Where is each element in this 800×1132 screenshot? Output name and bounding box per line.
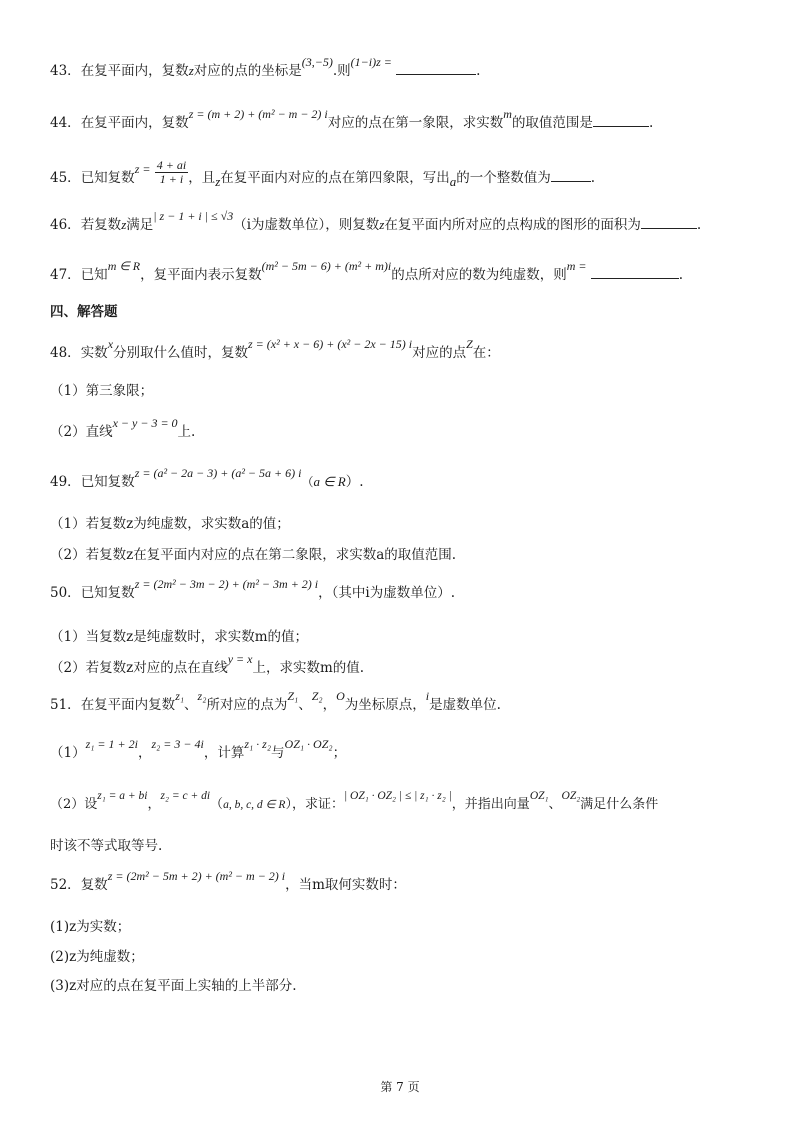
math-expression: z₁ = a + bi (97, 790, 148, 802)
question-number: 48． (50, 345, 81, 361)
section-heading: 四、解答题 (50, 304, 118, 320)
question-50-part-2: （2）若复数z对应的点在直线y = x上，求实数m的值. (50, 652, 365, 676)
question-number: 49． (50, 474, 81, 490)
math-expression: z = (m + 2) + (m² − m − 2) i (188, 107, 328, 121)
math-expression: | z − 1 + i | ≤ √3 (153, 209, 234, 223)
math-expression: x − y − 3 = 0 (112, 416, 178, 430)
math-expression: m = (566, 259, 587, 273)
math-expression: z₁ · z₂ (244, 737, 272, 751)
question-number: 45． (50, 170, 81, 186)
question-number: 47． (50, 267, 81, 283)
question-49-part-1: （1）若复数z为纯虚数，求实数a的值； (50, 516, 290, 532)
math-expression: z₂ = 3 − 4i (151, 737, 204, 751)
math-expression: y = x (227, 652, 253, 666)
question-47: 47．已知m ∈ R，复平面内表示复数(m² − 5m − 6) + (m² + m)i的点所对应的数为纯虚数，则m = . (50, 259, 684, 283)
question-number: 46． (50, 217, 81, 233)
math-expression: z = (x² + x − 6) + (x² − 2x − 15) i (248, 337, 413, 351)
question-49-part-2: （2）若复数z在复平面内对应的点在第二象限，求实数a的取值范围. (50, 547, 457, 563)
question-48-part-2: （2）直线x − y − 3 = 0上. (50, 416, 196, 440)
question-50: 50．已知复数z = (2m² − 3m − 2) + (m² − 3m + 2) i，（其中i为虚数单位）. (50, 577, 455, 601)
question-number: 51． (50, 697, 81, 713)
math-expression: z₁ = 1 + 2i (85, 737, 138, 751)
question-52: 52．复数z = (2m² − 5m + 2) + (m² − m − 2) i，当m取何实数时： (50, 869, 406, 893)
question-45: 45．已知复数z = $\frac{4 + ai}{1 + i}$ ，且z在复平面内对应的点在第四象限，写出a的一个整数值为 . (50, 158, 596, 189)
question-51: 51．在复平面内复数z₁、z₂所对应的点为Z₁、Z₂，O为坐标原点，i是虚数单位. (50, 689, 501, 713)
math-expression: z = (a² − 2a − 3) + (a² − 5a + 6) i (134, 466, 302, 480)
answer-blank[interactable] (593, 112, 649, 127)
math-expression: OZ₁ · OZ₂ (284, 737, 333, 751)
math-expression: z = (2m² − 3m − 2) + (m² − 3m + 2) i (134, 577, 319, 591)
fraction: $\frac{4 + ai}{1 + i}$ (156, 158, 187, 186)
math-expression: m ∈ R (107, 259, 141, 273)
answer-blank[interactable] (396, 60, 476, 75)
math-expression: z = (2m² − 5m + 2) + (m² − m − 2) i (107, 869, 286, 883)
answer-blank[interactable] (551, 167, 591, 182)
math-expression: | OZ₁ · OZ₂ | ≤ | z₁ · z₂ | (343, 790, 452, 802)
math-expression: OZ₂ (561, 790, 581, 802)
question-number: 52． (50, 877, 81, 893)
math-expression: (3,−5) (301, 55, 333, 69)
question-44: 44．在复平面内，复数z = (m + 2) + (m² − m − 2) i对应的点在第一象限，求实数m的取值范围是 . (50, 107, 654, 131)
answer-blank[interactable] (641, 214, 697, 229)
math-expression: a, b, c, d ∈ R (223, 799, 286, 811)
question-51-part-2: （2）设z₁ = a + bi，z₂ = c + di（a, b, c, d ∈ R），求证：| OZ₁ · OZ₂ | ≤ | z₁ · z₂ |，并指出向量OZ₁、OZ₂满足什么条件 (50, 790, 659, 812)
question-48: 48．实数x分别取什么值时，复数z = (x² + x − 6) + (x² − 2x − 15) i对应的点Z在： (50, 337, 500, 361)
question-52-part-2: (2)z为纯虚数； (50, 949, 144, 965)
question-number: 50． (50, 585, 81, 601)
question-number: 43． (50, 63, 81, 79)
question-49: 49．已知复数z = (a² − 2a − 3) + (a² − 5a + 6) i（a ∈ R）. (50, 466, 364, 490)
question-52-part-1: (1)z为实数； (50, 919, 131, 935)
question-51-part-2-cont: 时该不等式取等号. (50, 838, 163, 854)
question-51-part-1: （1）z₁ = 1 + 2i，z₂ = 3 − 4i，计算z₁ · z₂与OZ₁ · OZ₂； (50, 737, 347, 761)
question-52-part-3: (3)z对应的点在复平面上实轴的上半部分. (50, 978, 297, 994)
math-expression: OZ₁ (529, 790, 549, 802)
question-48-part-1: （1）第三象限； (50, 383, 154, 399)
math-expression: z = (134, 162, 151, 176)
math-expression: (1−i)z = (350, 55, 392, 69)
page-number: 第 7 页 (380, 1080, 420, 1094)
math-expression: (m² − 5m − 6) + (m² + m)i (261, 259, 392, 273)
question-43: 43．在复平面内，复数z对应的点的坐标是(3,−5).则(1−i)z = . (50, 55, 481, 79)
question-50-part-1: （1）当复数z是纯虚数时，求实数m的值； (50, 629, 309, 645)
question-46: 46．若复数z满足| z − 1 + i | ≤ √3（i为虚数单位），则复数z在复平面内所对应的点构成的图形的面积为 . (50, 209, 702, 233)
question-number: 44． (50, 115, 81, 131)
math-expression: z₂ = c + di (160, 790, 211, 802)
answer-blank[interactable] (591, 264, 679, 279)
